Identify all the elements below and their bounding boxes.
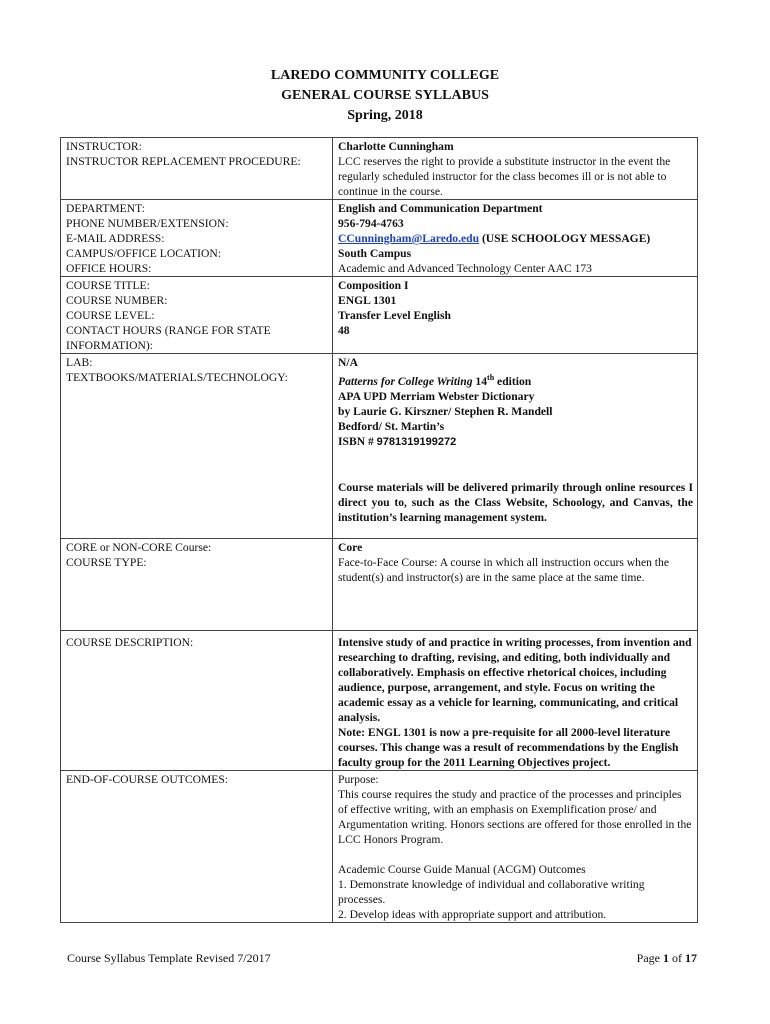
value-cell bbox=[333, 354, 698, 539]
value-book bbox=[338, 370, 693, 389]
value-publisher: Bedford/ St. Martin’s bbox=[338, 419, 445, 433]
label-email: E-MAIL ADDRESS: bbox=[66, 232, 165, 245]
value-core: Core bbox=[338, 541, 363, 554]
syllabus-table bbox=[60, 137, 698, 923]
value-office-hours: Academic and Advanced Technology Center AAC 173 bbox=[338, 262, 592, 275]
row-instructor-group bbox=[61, 138, 698, 200]
label-course-type: COURSE TYPE: bbox=[66, 556, 147, 569]
spacer bbox=[338, 450, 693, 465]
value-cell bbox=[333, 200, 698, 277]
label-department: DEPARTMENT: bbox=[66, 202, 145, 215]
value-campus: South Campus bbox=[338, 247, 412, 260]
label-lab: LAB: bbox=[66, 356, 93, 369]
document-title: GENERAL COURSE SYLLABUS bbox=[281, 88, 489, 103]
value-contact-hours: 48 bbox=[338, 324, 350, 337]
purpose-text: This course requires the study and practice of the processes and principles of effective writing, with an emphasis on Exemplification prose/ and Argumentation writing. Honors sections are offered for those enrolled in the LCC Honors Program. bbox=[338, 788, 692, 846]
value-description: Intensive study of and practice in writing processes, from invention and researching to drafting, revising, and editing, both individually and collaboratively. Emphasis on effective rhetorical choices, including audience, purpose, arrangement, and style. Focus on writing the academic essay as a vehicle for learning, communicating, and critical analysis. bbox=[338, 636, 692, 724]
label-contact-hours: CONTACT HOURS (RANGE FOR STATE INFORMATION): bbox=[66, 324, 271, 352]
label-textbooks: TEXTBOOKS/MATERIALS/TECHNOLOGY: bbox=[66, 371, 288, 384]
label-phone: PHONE NUMBER/EXTENSION: bbox=[66, 217, 229, 230]
edition-number: 14 bbox=[472, 374, 488, 388]
label-cell bbox=[61, 354, 333, 539]
label-cell bbox=[61, 771, 333, 923]
row-description bbox=[61, 631, 698, 771]
value-course-type: Face-to-Face Course: A course in which all instruction occurs when the student(s) and instructor(s) are in the same place at the same time. bbox=[338, 556, 669, 584]
value-replacement: LCC reserves the right to provide a substitute instructor in the event the regularly scheduled instructor for the class becomes ill or is not able to continue in the course. bbox=[338, 155, 671, 198]
value-authors: by Laurie G. Kirszner/ Stephen R. Mandell bbox=[338, 404, 553, 418]
row-outcomes bbox=[61, 771, 698, 923]
isbn-label: ISBN # bbox=[338, 434, 377, 448]
value-course-title: Composition I bbox=[338, 279, 409, 292]
label-cell bbox=[61, 631, 333, 771]
acgm-outcome-1: 1. Demonstrate knowledge of individual and collaborative writing processes. bbox=[338, 878, 645, 906]
row-contact-group bbox=[61, 200, 698, 277]
label-instructor: INSTRUCTOR: bbox=[66, 140, 142, 153]
value-cell bbox=[333, 771, 698, 923]
row-core-group bbox=[61, 539, 698, 631]
row-course-group bbox=[61, 277, 698, 354]
isbn-number: 9781319199272 bbox=[376, 435, 457, 448]
label-course-title: COURSE TITLE: bbox=[66, 279, 150, 292]
value-course-number: ENGL 1301 bbox=[338, 294, 397, 307]
value-department: English and Communication Department bbox=[338, 202, 543, 215]
page-word: Page bbox=[636, 951, 663, 965]
page-number: 1 bbox=[663, 951, 669, 965]
value-cell bbox=[333, 138, 698, 200]
value-lab: N/A bbox=[338, 356, 358, 369]
edition-suffix: th bbox=[487, 373, 495, 382]
label-outcomes: END-OF-COURSE OUTCOMES: bbox=[66, 773, 229, 786]
edition-word: edition bbox=[494, 374, 532, 388]
term: Spring, 2018 bbox=[347, 108, 423, 123]
value-isbn bbox=[338, 434, 693, 450]
document-header bbox=[0, 66, 770, 126]
label-cell bbox=[61, 277, 333, 354]
label-cell bbox=[61, 539, 333, 631]
book-title: Patterns for College Writing bbox=[338, 374, 473, 388]
row-materials-group bbox=[61, 354, 698, 539]
label-office-hours: OFFICE HOURS: bbox=[66, 262, 152, 275]
college-name: LAREDO COMMUNITY COLLEGE bbox=[270, 68, 500, 83]
value-cell bbox=[333, 631, 698, 771]
spacer bbox=[338, 465, 693, 480]
label-description: COURSE DESCRIPTION: bbox=[66, 636, 194, 649]
label-replacement: INSTRUCTOR REPLACEMENT PROCEDURE: bbox=[66, 155, 301, 168]
value-instructor: Charlotte Cunningham bbox=[338, 140, 454, 153]
value-email bbox=[338, 231, 693, 246]
spacer bbox=[338, 847, 693, 862]
acgm-outcome-2: 2. Develop ideas with appropriate support and attribution. bbox=[338, 908, 607, 921]
value-cell bbox=[333, 277, 698, 354]
label-cell bbox=[61, 138, 333, 200]
value-course-level: Transfer Level English bbox=[338, 309, 451, 322]
value-description-note: Note: ENGL 1301 is now a pre-requisite for all 2000-level literature courses. This change was a result of recommendations by the English faculty group for the 2011 Learning Objectives project. bbox=[338, 726, 679, 769]
label-cell bbox=[61, 200, 333, 277]
value-cell bbox=[333, 539, 698, 631]
label-campus: CAMPUS/OFFICE LOCATION: bbox=[66, 247, 221, 260]
page-indicator bbox=[637, 951, 697, 966]
email-note: (USE SCHOOLOGY MESSAGE) bbox=[479, 232, 651, 245]
email-link[interactable]: CCunningham@Laredo.edu bbox=[338, 232, 480, 245]
label-course-number: COURSE NUMBER: bbox=[66, 294, 168, 307]
page-total: 17 bbox=[685, 951, 697, 965]
footer-template-revision: Course Syllabus Template Revised 7/2017 bbox=[67, 951, 271, 965]
value-dictionary: APA UPD Merriam Webster Dictionary bbox=[338, 389, 535, 403]
label-core: CORE or NON-CORE Course: bbox=[66, 541, 212, 554]
value-phone: 956-794-4763 bbox=[338, 217, 404, 230]
label-course-level: COURSE LEVEL: bbox=[66, 309, 155, 322]
value-materials-note: Course materials will be delivered primarily through online resources I direct you to, such as the Class Website, Schoology, and Canvas, the institution’s learning management system. bbox=[338, 480, 693, 524]
of-word: of bbox=[669, 951, 685, 965]
purpose-heading: Purpose: bbox=[338, 773, 379, 786]
acgm-heading: Academic Course Guide Manual (ACGM) Outcomes bbox=[338, 863, 586, 876]
